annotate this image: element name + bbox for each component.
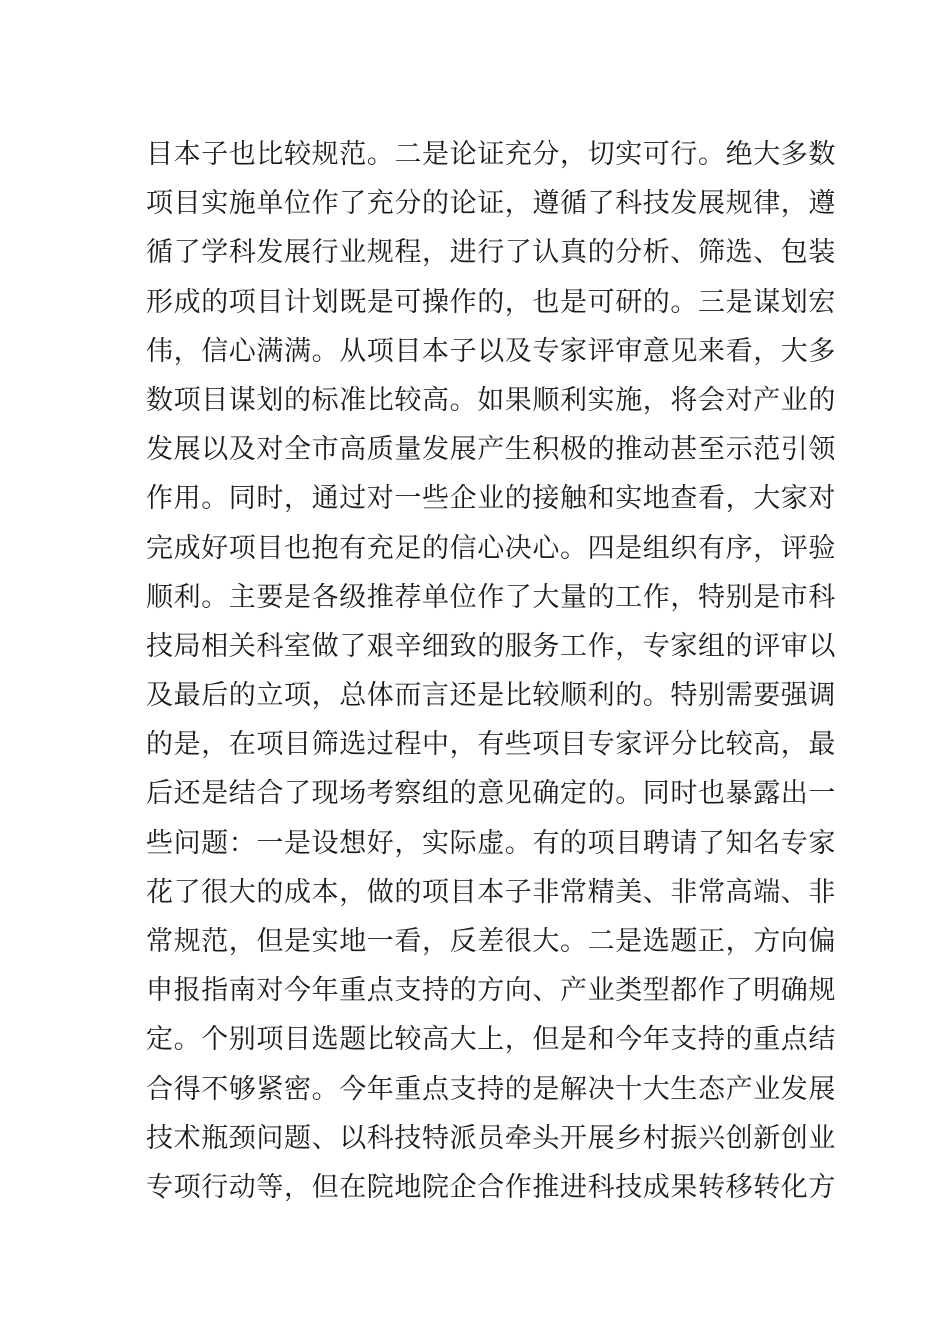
text-line: 形成的项目计划既是可操作的，也是可研的。三是谋划宏 xyxy=(146,286,836,318)
text-line: 专项行动等，但在院地院企合作推进科技成果转移转化方 xyxy=(146,1171,836,1203)
text-line: 技局相关科室做了艰辛细致的服务工作，专家组的评审以 xyxy=(146,630,836,662)
text-line: 数项目谋划的标准比较高。如果顺利实施，将会对产业的 xyxy=(146,384,836,416)
text-line: 发展以及对全市高质量发展产生积极的推动甚至示范引领 xyxy=(146,434,836,466)
text-line: 些问题：一是设想好，实际虚。有的项目聘请了知名专家 xyxy=(146,827,836,859)
text-line: 定。个别项目选题比较高大上，但是和今年支持的重点结 xyxy=(146,1024,836,1056)
text-line: 顺利。主要是各级推荐单位作了大量的工作，特别是市科 xyxy=(146,581,836,613)
text-line: 伟，信心满满。从项目本子以及专家评审意见来看，大多 xyxy=(146,335,836,367)
text-line: 及最后的立项，总体而言还是比较顺利的。特别需要强调 xyxy=(146,680,836,712)
text-line: 的是，在项目筛选过程中，有些项目专家评分比较高，最 xyxy=(146,729,836,761)
text-line: 花了很大的成本，做的项目本子非常精美、非常高端、非 xyxy=(146,876,836,908)
text-line: 作用。同时，通过对一些企业的接触和实地查看，大家对 xyxy=(146,483,836,515)
text-line: 项目实施单位作了充分的论证，遵循了科技发展规律，遵 xyxy=(146,188,836,220)
body-paragraph xyxy=(146,130,836,1212)
text-line: 常规范，但是实地一看，反差很大。二是选题正，方向偏 xyxy=(146,926,836,957)
text-line: 循了学科发展行业规程，进行了认真的分析、筛选、包装 xyxy=(146,237,836,269)
text-line: 完成好项目也抱有充足的信心决心。四是组织有序，评验 xyxy=(146,532,836,564)
text-line: 目本子也比较规范。二是论证充分，切实可行。绝大多数 xyxy=(146,139,836,170)
text-line: 合得不够紧密。今年重点支持的是解决十大生态产业发展 xyxy=(146,1073,836,1105)
text-line: 申报指南对今年重点支持的方向、产业类型都作了明确规 xyxy=(146,975,836,1007)
text-line: 后还是结合了现场考察组的意见确定的。同时也暴露出一 xyxy=(146,778,836,810)
text-line: 技术瓶颈问题、以科技特派员牵头开展乡村振兴创新创业 xyxy=(146,1122,836,1154)
